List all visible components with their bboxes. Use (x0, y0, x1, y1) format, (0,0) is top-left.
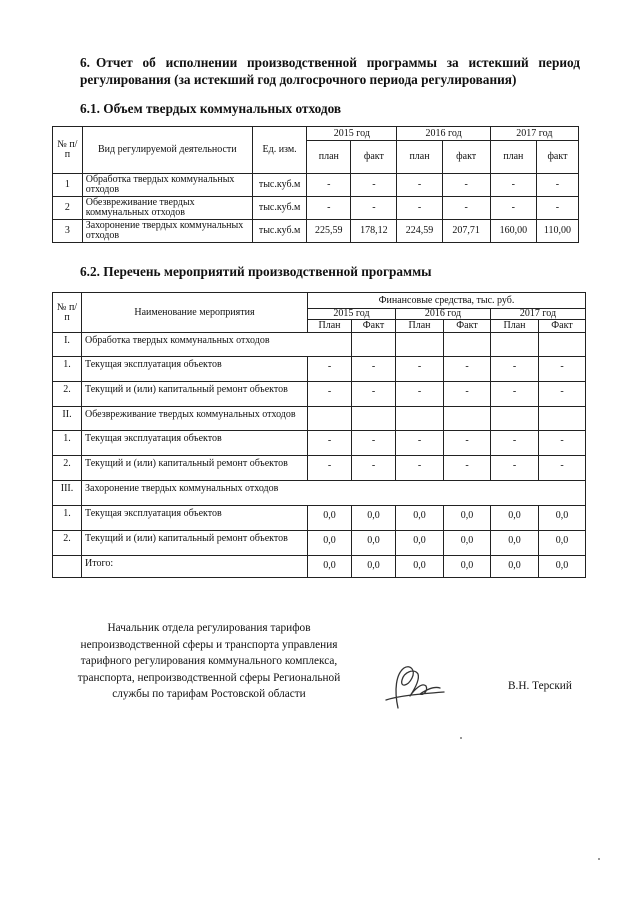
row-measure-name: Итого: (82, 556, 308, 578)
row-no: 2 (53, 197, 83, 220)
row-unit: тыс.куб.м (252, 220, 306, 243)
cell-value: 0,0 (396, 556, 444, 578)
row-unit: тыс.куб.м (252, 174, 306, 197)
table-row (53, 431, 586, 456)
header-fact: Факт (539, 320, 586, 333)
header-no: № п/п (53, 127, 83, 174)
waste-volume-table (52, 126, 579, 243)
row-measure-name: Текущий и (или) капитальный ремонт объектов (82, 382, 308, 407)
cell-value: 110,00 (536, 220, 578, 243)
report-heading (80, 54, 580, 88)
row-no: 2. (53, 382, 82, 407)
cell-value (539, 333, 586, 357)
table-row (53, 531, 586, 556)
cell-value: - (491, 456, 539, 481)
row-measure-name: Обработка твердых коммунальных отходов (82, 333, 308, 357)
heading-number: 6. (80, 55, 90, 70)
cell-value (308, 333, 352, 357)
header-plan: План (491, 320, 539, 333)
header-measure-name: Наименование мероприятия (82, 293, 308, 333)
cell-value: 0,0 (444, 506, 491, 531)
cell-value (491, 407, 539, 431)
row-no: 2. (53, 456, 82, 481)
cell-value: 0,0 (491, 556, 539, 578)
cell-value: - (397, 174, 442, 197)
cell-value: - (444, 357, 491, 382)
cell-value: - (539, 431, 586, 456)
signer-position-line: службы по тарифам Ростовской области (112, 688, 306, 700)
cell-value (539, 481, 586, 506)
header-plan: План (308, 320, 352, 333)
row-unit: тыс.куб.м (252, 197, 306, 220)
cell-value: - (491, 431, 539, 456)
cell-value: - (351, 174, 397, 197)
signer-position-line: тарифного регулирования коммунального комплекса, (80, 655, 338, 667)
signer-position-line: Начальник отдела регулирования тарифов (107, 622, 311, 634)
cell-value: - (352, 431, 396, 456)
header-activity: Вид регулируемой деятельности (82, 127, 252, 174)
cell-value: 160,00 (490, 220, 536, 243)
header-year-2017: 2017 год (490, 127, 578, 141)
header-unit: Ед. изм. (252, 127, 306, 174)
signer-position (60, 620, 358, 703)
signer-name: В.Н. Терский (508, 680, 572, 692)
cell-value: 0,0 (352, 506, 396, 531)
section-1-title: 6.1. Объем твердых коммунальных отходов (80, 101, 342, 116)
header-plan: план (490, 141, 536, 174)
header-fact: Факт (444, 320, 491, 333)
row-activity: Обезвреживание твердых коммунальных отходов (82, 197, 252, 220)
cell-value (444, 407, 491, 431)
row-measure-name: Захоронение твердых коммунальных отходов (82, 481, 308, 506)
cell-value: - (396, 431, 444, 456)
cell-value: 178,12 (351, 220, 397, 243)
table-row-total (53, 556, 586, 578)
cell-value: - (351, 197, 397, 220)
cell-value (491, 333, 539, 357)
program-measures-table (52, 292, 586, 578)
cell-value: - (490, 197, 536, 220)
cell-value (539, 407, 586, 431)
signer-position-line: непроизводственной сферы и транспорта управления (80, 638, 338, 651)
table-row (53, 382, 586, 407)
row-measure-name: Текущий и (или) капитальный ремонт объектов (82, 531, 308, 556)
cell-value: 0,0 (396, 531, 444, 556)
cell-value: 224,59 (397, 220, 442, 243)
cell-value: - (396, 382, 444, 407)
cell-value (396, 333, 444, 357)
cell-value: - (352, 456, 396, 481)
cell-value: - (396, 357, 444, 382)
cell-value: - (307, 174, 351, 197)
cell-value: 0,0 (539, 506, 586, 531)
scan-speck (598, 858, 600, 860)
cell-value: - (539, 456, 586, 481)
cell-value (396, 407, 444, 431)
cell-value: - (352, 382, 396, 407)
table-row (53, 333, 586, 357)
cell-value: - (539, 357, 586, 382)
cell-value: - (490, 174, 536, 197)
cell-value: - (308, 382, 352, 407)
cell-value: - (444, 431, 491, 456)
cell-value: 0,0 (444, 556, 491, 578)
header-fact: факт (536, 141, 578, 174)
row-no: I. (53, 333, 82, 357)
table-row (53, 407, 586, 431)
header-year-2015: 2015 год (307, 127, 397, 141)
header-year-2016: 2016 год (397, 127, 490, 141)
cell-value: 0,0 (491, 506, 539, 531)
header-fact: факт (351, 141, 397, 174)
row-no: 2. (53, 531, 82, 556)
cell-value: - (491, 382, 539, 407)
row-no: II. (53, 407, 82, 431)
cell-value: - (308, 357, 352, 382)
row-measure-name: Текущая эксплуатация объектов (82, 431, 308, 456)
cell-value: - (444, 382, 491, 407)
header-year-2015: 2015 год (308, 309, 396, 320)
cell-value (308, 407, 352, 431)
cell-value: - (442, 174, 490, 197)
header-year-2017: 2017 год (491, 309, 586, 320)
cell-value: - (536, 197, 578, 220)
cell-value (352, 481, 396, 506)
scan-speck (460, 737, 462, 739)
row-no: III. (53, 481, 82, 506)
cell-value: 0,0 (539, 556, 586, 578)
cell-value: - (396, 456, 444, 481)
row-measure-name: Текущий и (или) капитальный ремонт объектов (82, 456, 308, 481)
cell-value: 0,0 (308, 556, 352, 578)
header-plan: План (396, 320, 444, 333)
header-finance: Финансовые средства, тыс. руб. (308, 293, 586, 309)
cell-value (352, 333, 396, 357)
table-row (53, 197, 579, 220)
row-no: 1. (53, 506, 82, 531)
row-no (53, 556, 82, 578)
cell-value: 0,0 (352, 531, 396, 556)
table-row (53, 357, 586, 382)
signer-position-line: транспорта, непроизводственной сферы Региональной (77, 671, 341, 684)
cell-value: - (397, 197, 442, 220)
handwritten-signature (378, 660, 450, 712)
row-no: 1. (53, 431, 82, 456)
cell-value: - (308, 456, 352, 481)
row-activity: Обработка твердых коммунальных отходов (82, 174, 252, 197)
header-plan: план (307, 141, 351, 174)
table-row (53, 506, 586, 531)
cell-value (444, 481, 491, 506)
cell-value: - (444, 456, 491, 481)
cell-value: - (491, 357, 539, 382)
row-measure-name: Текущая эксплуатация объектов (82, 506, 308, 531)
cell-value: 225,59 (307, 220, 351, 243)
heading-text: Отчет об исполнении производственной программы за истекший период регулирования (за истекший год долгосрочного периода регулирования) (80, 55, 580, 87)
cell-value: 0,0 (308, 506, 352, 531)
section-2-title: 6.2. Перечень мероприятий производственной программы (80, 264, 432, 279)
table-row (53, 481, 586, 506)
cell-value: - (539, 382, 586, 407)
header-no: № п/п (53, 293, 82, 333)
row-no: 3 (53, 220, 83, 243)
table-row (53, 174, 579, 197)
row-no: 1. (53, 357, 82, 382)
cell-value: 207,71 (442, 220, 490, 243)
cell-value: 0,0 (491, 531, 539, 556)
row-measure-name: Текущая эксплуатация объектов (82, 357, 308, 382)
header-year-2016: 2016 год (396, 309, 491, 320)
cell-value: 0,0 (396, 506, 444, 531)
row-no: 1 (53, 174, 83, 197)
header-fact: Факт (352, 320, 396, 333)
cell-value: - (442, 197, 490, 220)
cell-value (491, 481, 539, 506)
cell-value: - (308, 431, 352, 456)
cell-value: 0,0 (444, 531, 491, 556)
table-row (53, 456, 586, 481)
cell-value (396, 481, 444, 506)
cell-value (444, 333, 491, 357)
row-activity: Захоронение твердых коммунальных отходов (82, 220, 252, 243)
header-plan: план (397, 141, 442, 174)
header-fact: факт (442, 141, 490, 174)
cell-value: 0,0 (308, 531, 352, 556)
cell-value: - (352, 357, 396, 382)
cell-value: 0,0 (539, 531, 586, 556)
cell-value (352, 407, 396, 431)
cell-value (308, 481, 352, 506)
cell-value: - (307, 197, 351, 220)
cell-value: - (536, 174, 578, 197)
table-row (53, 220, 579, 243)
row-measure-name: Обезвреживание твердых коммунальных отходов (82, 407, 308, 431)
cell-value: 0,0 (352, 556, 396, 578)
